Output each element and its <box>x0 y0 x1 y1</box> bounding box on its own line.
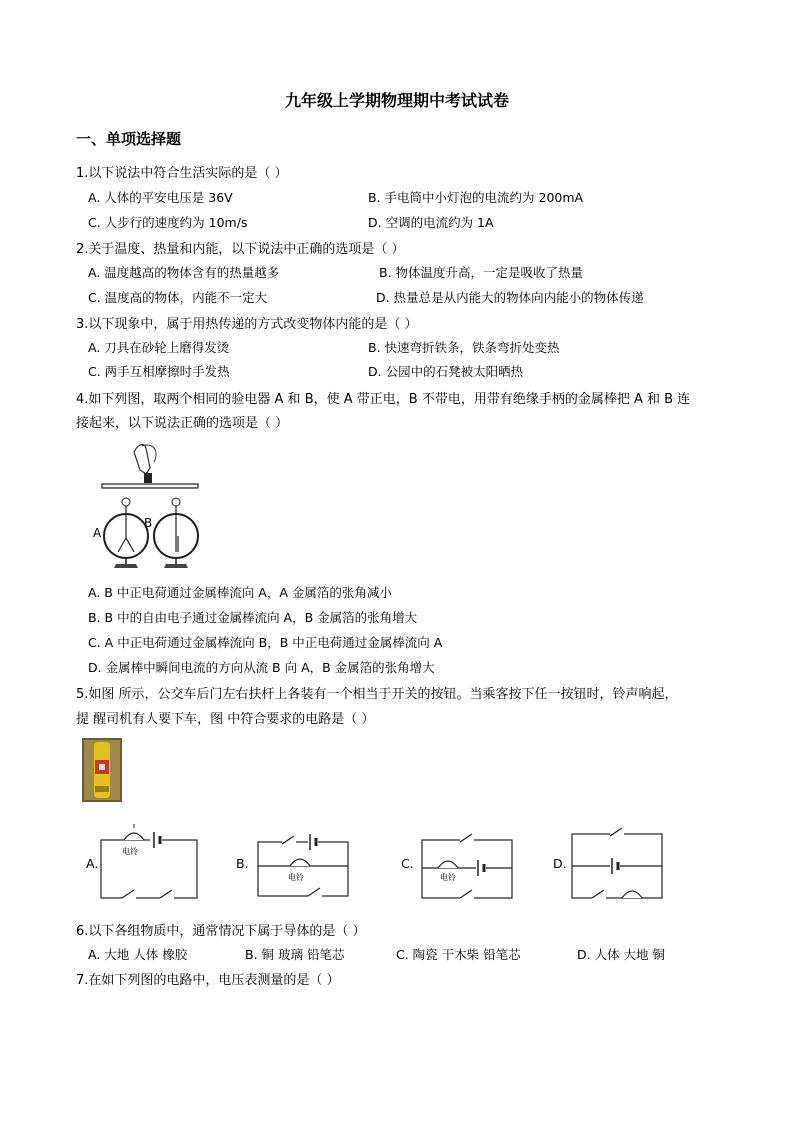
question-3-stem: 3.以下现象中，属于用热传递的方式改变物体内能的是（ ） <box>76 317 418 332</box>
electroscope-label-b: B <box>144 516 153 530</box>
bus-button-photo <box>82 738 122 802</box>
q4-option-b: B. B 中的自由电子通过金属棒流向 A，B 金属箔的张角增大 <box>88 610 418 625</box>
q3-option-d: D. 公园中的石凳被太阳晒热 <box>368 364 524 379</box>
q2-option-c: C. 温度高的物体，内能不一定大 <box>88 290 268 305</box>
q4-option-d: D. 金属棒中瞬间电流的方向从流 B 向 A，B 金属箔的张角增大 <box>88 660 435 675</box>
q3-option-c: C. 两手互相摩擦时手发热 <box>88 364 230 379</box>
q6-option-c: C. 陶瓷 干木柴 铅笔芯 <box>396 947 521 962</box>
question-5-stem-line2: 提 醒司机有人要下车，图 中符合要求的电路是（ ） <box>76 712 375 727</box>
q1-option-b: B. 手电筒中小灯泡的电流约为 200mA <box>368 190 584 205</box>
electroscope-figure <box>92 440 212 575</box>
circuit-b <box>256 822 352 900</box>
q5-option-a-label: A. <box>86 856 99 871</box>
question-6-stem: 6.以下各组物质中，通常情况下属于导体的是（ ） <box>76 924 366 939</box>
q5-option-c-label: C. <box>401 856 414 871</box>
q3-option-b: B. 快速弯折铁条，铁条弯折处变热 <box>368 340 560 355</box>
electroscope-label-a: A <box>93 526 102 540</box>
circuit-a <box>100 822 200 902</box>
q2-option-a: A. 温度越高的物体含有的热量越多 <box>88 265 280 280</box>
q2-option-d: D. 热量总是从内能大的物体向内能小的物体传递 <box>376 290 644 305</box>
circuit-d <box>570 822 666 902</box>
q6-option-b: B. 铜 玻璃 铅笔芯 <box>245 947 345 962</box>
circuit-a-bell-label: 电铃 <box>122 847 138 856</box>
q5-option-d-label: D. <box>553 856 567 871</box>
q4-option-c: C. A 中正电荷通过金属棒流向 B，B 中正电荷通过金属棒流向 A <box>88 635 443 650</box>
question-7-stem: 7.在如下列图的电路中，电压表测量的是（ ） <box>76 973 340 988</box>
circuit-c-bell-label: 电铃 <box>440 873 456 882</box>
section-heading: 一、单项选择题 <box>76 130 182 148</box>
page-title: 九年级上学期物理期中考试试卷 <box>284 91 509 110</box>
q1-option-c: C. 人步行的速度约为 10m/s <box>88 215 248 230</box>
circuit-c <box>420 822 516 900</box>
question-5-stem-line1: 5.如图 所示，公交车后门左右扶杆上各装有一个相当于开关的按钮。当乘客按下任一按钮时，铃声响起， <box>76 687 678 702</box>
q4-option-a: A. B 中正电荷通过金属棒流向 A，A 金属箔的张角减小 <box>88 585 392 600</box>
q6-option-a: A. 大地 人体 橡胶 <box>88 947 188 962</box>
question-1-stem: 1.以下说法中符合生活实际的是（ ） <box>76 166 288 181</box>
question-4-stem-line1: 4.如下列图，取两个相同的验电器 A 和 B，使 A 带正电，B 不带电，用带有绝缘手柄的金属棒把 A 和 B 连 <box>76 392 691 407</box>
q3-option-a: A. 刀具在砂轮上磨得发烫 <box>88 340 230 355</box>
q5-option-b-label: B. <box>236 856 249 871</box>
q1-option-a: A. 人体的平安电压是 36V <box>88 190 233 205</box>
q2-option-b: B. 物体温度升高，一定是吸收了热量 <box>379 265 584 280</box>
circuit-b-bell-label: 电铃 <box>288 873 304 882</box>
q1-option-d: D. 空调的电流约为 1A <box>368 215 494 230</box>
question-2-stem: 2.关于温度、热量和内能，以下说法中正确的选项是（ ） <box>76 242 405 257</box>
question-4-stem-line2: 接起来，以下说法正确的选项是（ ） <box>76 416 289 431</box>
q6-option-d: D. 人体 大地 铜 <box>577 947 666 962</box>
